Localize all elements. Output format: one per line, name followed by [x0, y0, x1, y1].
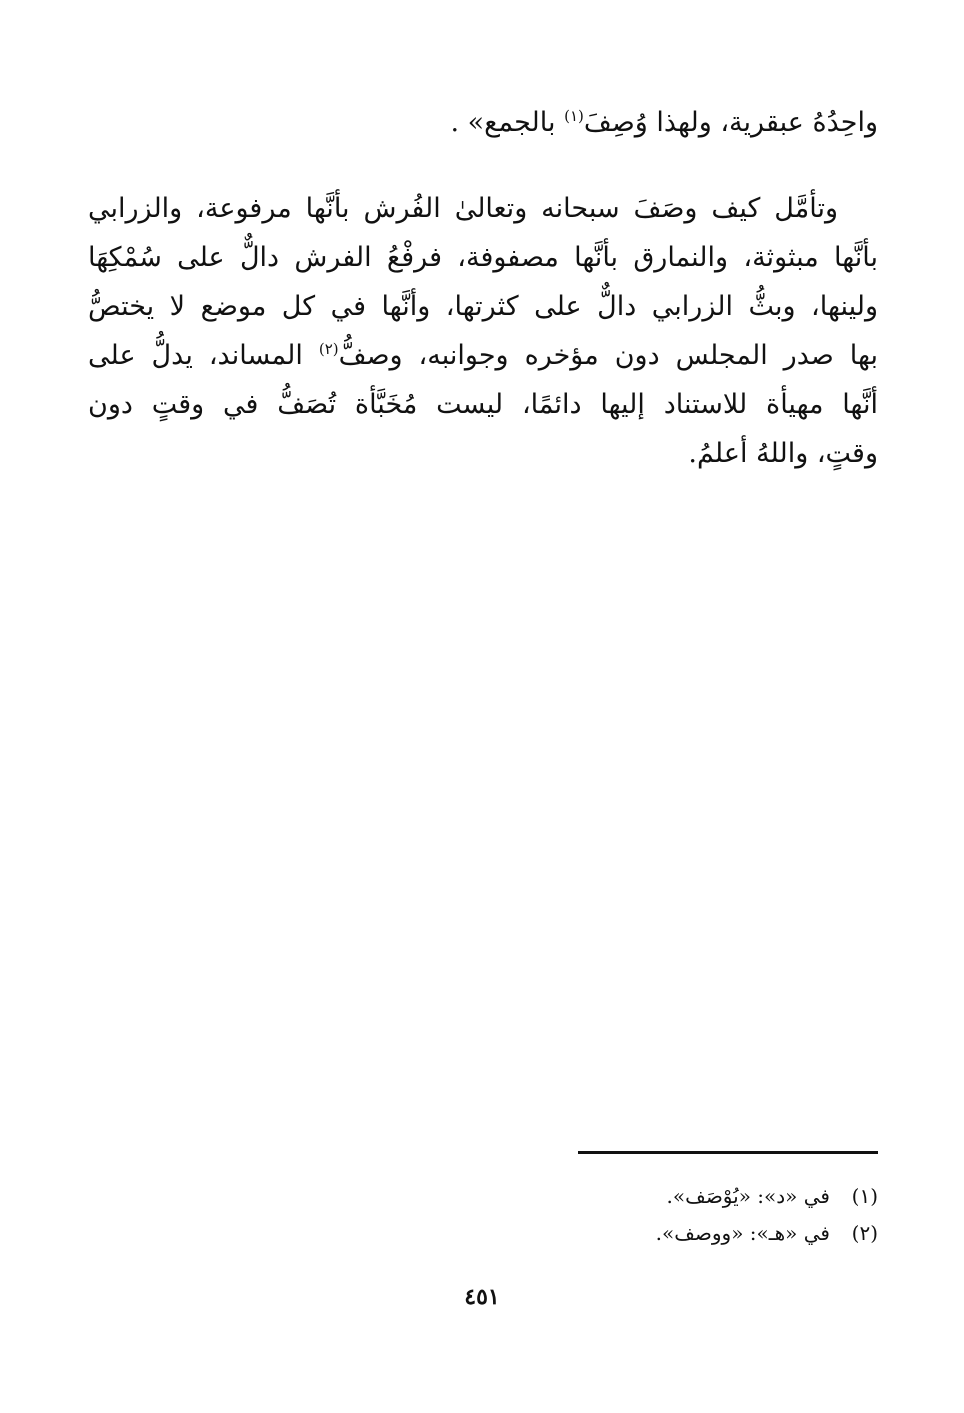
paragraph-1-text-a: واحِدُهُ عبقرية، ولهذا وُصِفَ	[583, 107, 878, 138]
footnote-ref-1: (١)	[564, 107, 584, 125]
paragraph-2-line-5: أنَّها مهيأة للاستناد إليها دائمًا، ليست مُخَبَّأة تُصَفُّ في وقتٍ دون	[88, 389, 878, 420]
footnote-ref-2: (٢)	[318, 340, 339, 358]
footnote-1-text: في «د»: «يُوْصَف».	[666, 1184, 830, 1208]
paragraph-2-line-4	[88, 331, 878, 380]
paragraph-2-line-4-a: بها صدر المجلس دون مؤخره وجوانبه، وصفُّ	[338, 340, 878, 371]
paragraph-2-line-6: وقتٍ، واللهُ أعلمُ.	[688, 438, 878, 469]
footnote-1-number: (١)	[851, 1184, 878, 1208]
page-number: ٤٥١	[464, 1284, 500, 1310]
footnotes	[560, 1178, 878, 1252]
footnote-2-number: (٢)	[851, 1221, 878, 1245]
paragraph-2-line-3: ولينها، وبثُّ الزرابي دالٌّ على كثرتها، وأنَّها في كل موضع لا يختصُّ	[88, 291, 879, 322]
main-text	[88, 98, 878, 478]
paragraph-2-line-4-b: المساند، يدلُّ على	[88, 340, 319, 371]
footnote-1	[560, 1178, 878, 1215]
paragraph-2	[88, 184, 878, 478]
paragraph-2-line-2: بأنَّها مبثوثة، والنمارق بأنَّها مصفوفة، فرفْعُ الفرش دالٌّ على سُمْكِهَا	[88, 242, 878, 273]
paragraph-1	[88, 98, 878, 147]
footnote-2-text: في «هـ»: «ووصف».	[655, 1221, 830, 1245]
paragraph-2-line-1: وتأمَّل كيف وصَفَ سبحانه وتعالىٰ الفُرش بأنَّها مرفوعة، والزرابي	[88, 193, 838, 224]
footnote-divider	[578, 1151, 878, 1154]
paragraph-1-text-b: بالجمع» .	[450, 107, 565, 138]
footnote-2	[560, 1215, 878, 1252]
